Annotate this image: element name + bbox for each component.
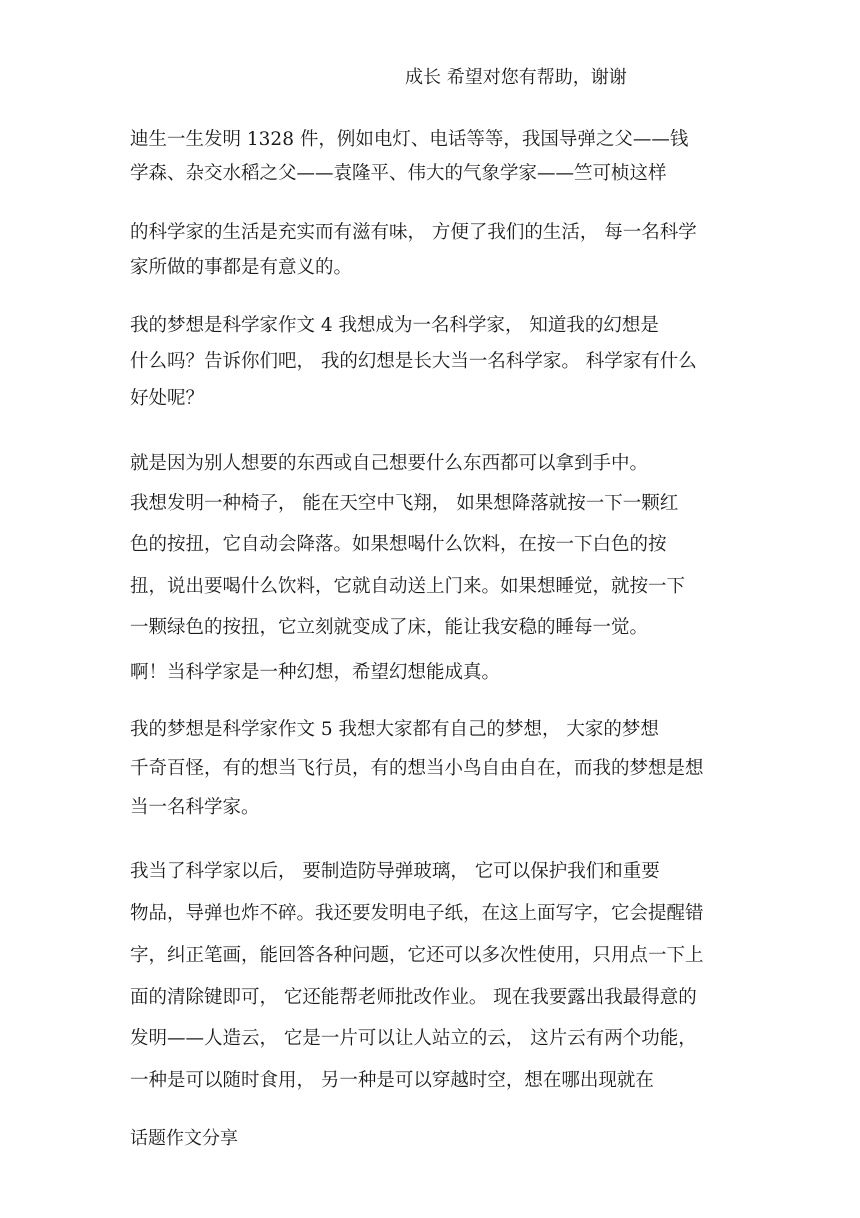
text-line: 字，纠正笔画，能回答各种问题，它还可以多次性使用，只用点一下上 <box>130 945 704 966</box>
text-line: 千奇百怪，有的想当飞行员，有的想当小鸟自由自在，而我的梦想是想 <box>130 758 704 779</box>
page-footer: 话题作文分享 <box>130 1128 238 1149</box>
text-line: 一颗绿色的按扭，它立刻就变成了床，能让我安稳的睡每一觉。 <box>130 617 649 638</box>
text-line: 面的清除键即可， 它还能帮老师批改作业。 现在我要露出我最得意的 <box>130 987 697 1008</box>
text-line: 发明——人造云， 它是一片可以让人站立的云， 这片云有两个功能， <box>130 1028 697 1049</box>
text-line: 我当了科学家以后， 要制造防导弹玻璃， 它可以保护我们和重要 <box>130 861 660 882</box>
text-line: 物品，导弹也炸不碎。我还要发明电子纸，在这上面写字，它会提醒错 <box>130 903 704 924</box>
text-line: 的科学家的生活是充实而有滋有味， 方便了我们的生活， 每一名科学 <box>130 222 697 243</box>
text-line: 迪生一生发明 1328 件，例如电灯、电话等等，我国导弹之父——钱 <box>130 129 689 150</box>
text-line: 我想发明一种椅子， 能在天空中飞翔， 如果想降落就按一下一颗红 <box>130 493 679 514</box>
text-line: 我的梦想是科学家作文 4 我想成为一名科学家， 知道我的幻想是 <box>130 315 659 336</box>
text-line: 扭，说出要喝什么饮料，它就自动送上门来。如果想睡觉，就按一下 <box>130 576 686 597</box>
text-line: 我的梦想是科学家作文 5 我想大家都有自己的梦想， 大家的梦想 <box>130 719 659 740</box>
text-line: 色的按扭，它自动会降落。如果想喝什么饮料，在按一下白色的按 <box>130 534 667 555</box>
text-line: 好处呢？ <box>130 388 205 409</box>
text-line: 家所做的事都是有意义的。 <box>130 257 353 278</box>
text-line: 一种是可以随时食用， 另一种是可以穿越时空，想在哪出现就在 <box>130 1070 654 1091</box>
text-line: 什么吗？告诉你们吧， 我的幻想是长大当一名科学家。 科学家有什么 <box>130 351 697 372</box>
text-line: 当一名科学家。 <box>130 797 260 818</box>
page-header: 成长 希望对您有帮助，谢谢 <box>405 67 627 88</box>
text-line: 啊！当科学家是一种幻想，希望幻想能成真。 <box>130 662 501 683</box>
text-line: 学森、杂交水稻之父——袁隆平、伟大的气象学家——竺可桢这样 <box>130 163 667 184</box>
text-line: 就是因为别人想要的东西或自己想要什么东西都可以拿到手中。 <box>130 453 649 474</box>
